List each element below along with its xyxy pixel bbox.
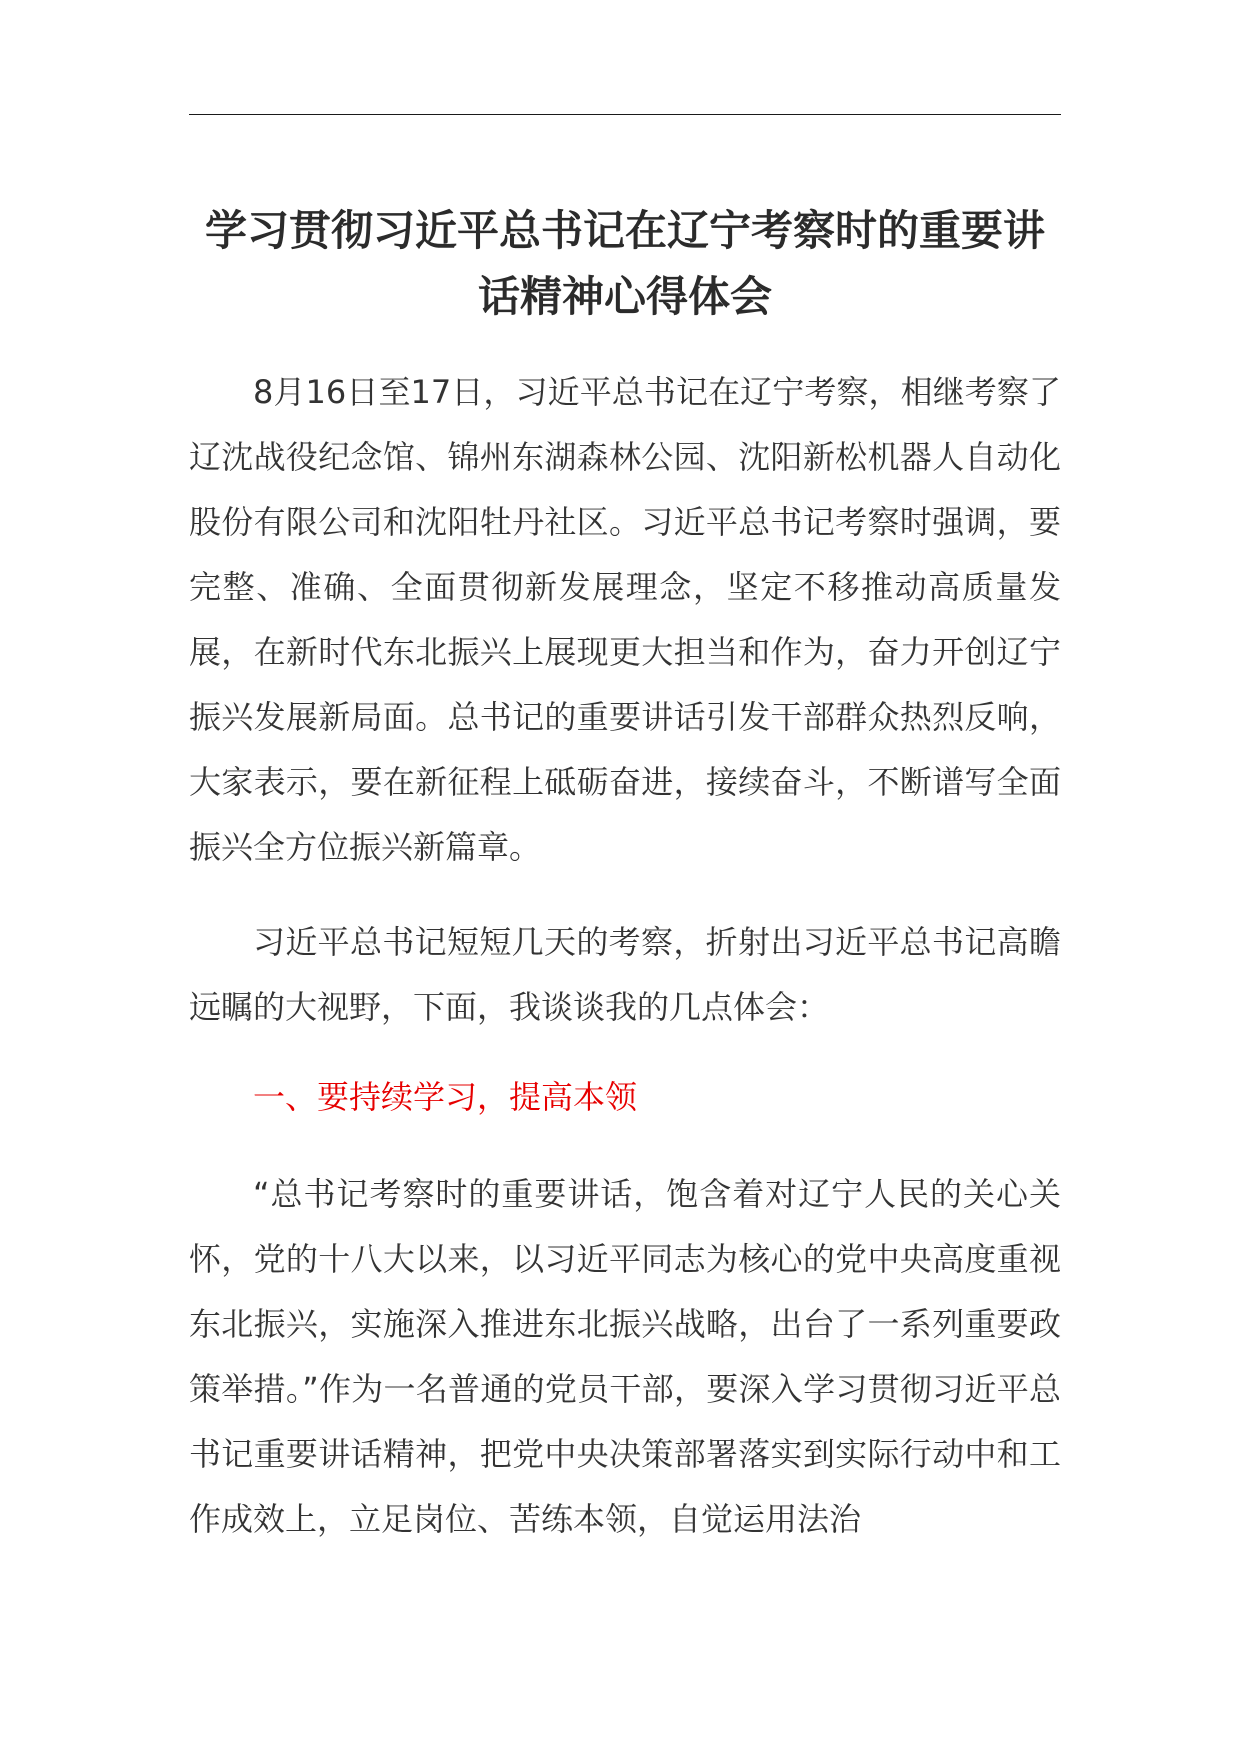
- paragraph-transition: 习近平总书记短短几天的考察，折射出习近平总书记高瞻远瞩的大视野，下面，我谈谈我的几点体会：: [189, 923, 1061, 1026]
- paragraph-section-1: “总书记考察时的重要讲话，饱含着对辽宁人民的关心关怀，党的十八大以来，以习近平同志为核心的党中央高度重视东北振兴，实施深入推进东北振兴战略，出台了一系列重要政策举措。”作为一名普通的党员干部，要深入学习贯彻习近平总书记重要讲话精神，把党中央决策部署落实到实际行动中和工作成效上，立足岗位、苦练本领，自觉运用法治: [189, 1175, 1061, 1538]
- document-title: 学习贯彻习近平总书记在辽宁考察时的重要讲话精神心得体会: [204, 206, 1045, 321]
- section-heading-1: 一、要持续学习，提高本领: [253, 1078, 638, 1116]
- paragraph-intro: 8月16日至17日，习近平总书记在辽宁考察，相继考察了辽沈战役纪念馆、锦州东湖森林公园、沈阳新松机器人自动化股份有限公司和沈阳牡丹社区。习近平总书记考察时强调，要完整、准确、全面贯彻新发展理念，坚定不移推动高质量发展，在新时代东北振兴上展现更大担当和作为，奋力开创辽宁振兴发展新局面。总书记的重要讲话引发干部群众热烈反响，大家表示，要在新征程上砥砺奋进，接续奋斗，不断谱写全面振兴全方位振兴新篇章。: [189, 373, 1061, 866]
- header-rule: [189, 114, 1061, 115]
